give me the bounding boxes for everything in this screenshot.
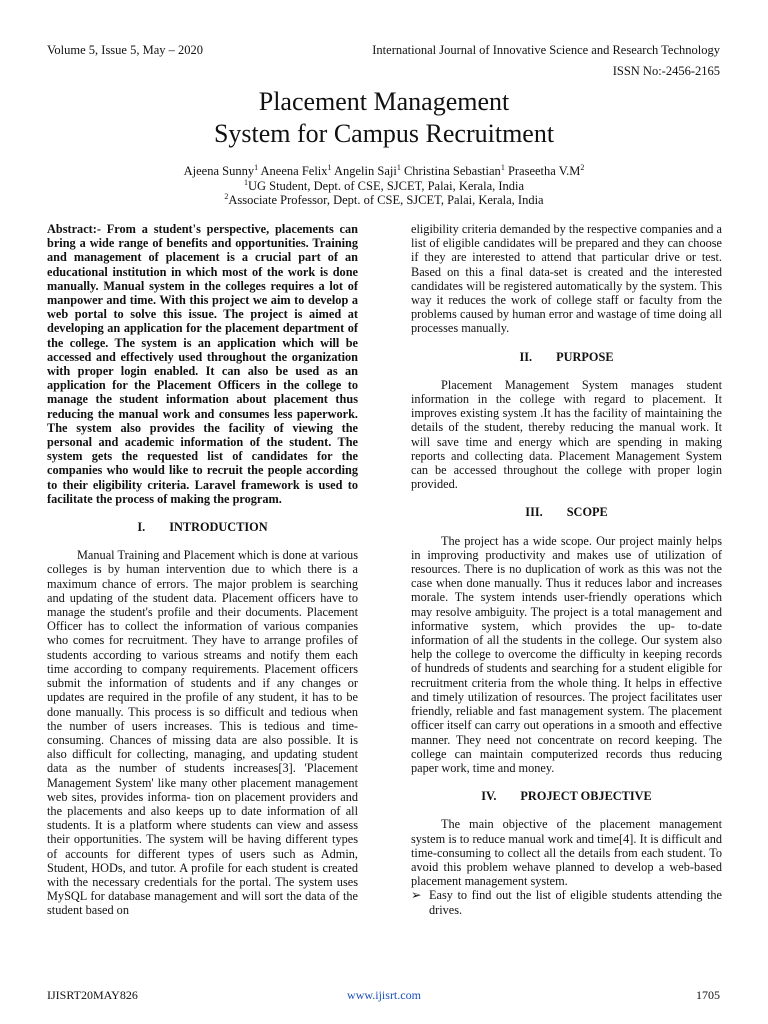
section-heading-scope: III. SCOPE xyxy=(525,505,608,520)
author-sup: 2 xyxy=(580,162,585,172)
affiliation-1: $^1$UG Student, Dept. of CSE, SJCET, Palai, Kerala, India xyxy=(243,177,525,193)
author-name: Praseetha V.M xyxy=(507,164,581,178)
introduction-continued: eligibility criteria demanded by the respective companies and a list of eligible candidates will be prepared and they can choose if they are interested to attend that particular drive or test. Based on this a final data-set is created and the interested candidates will be registered automatically by the system. This way it reduces the work of college staff or faculty from the problems caused by human error and wastage of time doing all processes manually. xyxy=(411,222,722,336)
author-sup: 1 xyxy=(500,162,505,172)
section-heading-introduction: I. INTRODUCTION xyxy=(137,520,268,535)
title-line-1: Placement Management xyxy=(258,87,510,116)
affiliation-2: $^2$Associate Professor, Dept. of CSE, SJCET, Palai, Kerala, India xyxy=(224,191,544,207)
author-name: Ajeena Sunny xyxy=(183,164,255,178)
author-sup: 1 xyxy=(327,162,332,172)
issn-label: ISSN No:-2456-2165 xyxy=(612,64,720,78)
author-name: Aneena Felix xyxy=(260,164,328,178)
running-header-journal: International Journal of Innovative Science and Research Technology xyxy=(372,43,720,57)
purpose-text: Placement Management System manages student information in the college with regard to placement. It improves existing system .It has the facility of maintaining the details of the student, thereby reducing the manual work. It will save time and energy which are spending in making reports and collecting data. Placement Management System can be accessed throughout the college with proper login provided. xyxy=(411,377,722,492)
footer-id: IJISRT20MAY826 xyxy=(47,988,138,1002)
running-header-volume: Volume 5, Issue 5, May – 2020 xyxy=(47,43,204,57)
right-column xyxy=(411,222,722,917)
author-name: Christina Sebastian xyxy=(403,164,501,178)
title-line-2: System for Campus Recruitment xyxy=(213,119,555,148)
page-number: 1705 xyxy=(696,988,720,1002)
author-name: Angelin Saji xyxy=(333,164,397,178)
abstract: Abstract:- From a student's perspective, placements can bring a wide range of benefits and opportunities. Training and management of placement is a crucial part of an educational institution in which most of the work is done manually. Manual system in the colleges requires a lot of manpower and time. With this project we aim to develop a web portal to solve this issue. The project is aimed at developing an application for the placement department of the college. The system is an application which will be accessed and effectively used throughout the organization with proper login enabled. It can also be used as an application for the Placement Officers in the college to manage the student information about placement thus reducing the manual work and consumes less paperwork. The system also provides the facility of viewing the personal and academic information of the student. The system gets the requested list of candidates for the companies who would like to recruit the people according to their eligibility criteria. Laravel framework is used to facilitate the process of making the program. xyxy=(47,222,358,506)
author-sup: 1 xyxy=(254,162,259,172)
section-heading-objective: IV. PROJECT OBJECTIVE xyxy=(481,789,652,804)
objective-bullet: ➢ Easy to find out the list of eligible students attending the drives. xyxy=(411,888,722,917)
author-block xyxy=(0,164,768,208)
objective-text: The main objective of the placement management system is to reduce manual work and time[4]. It is difficult and time-consuming to collect all the details from each student. To avoid this problem wehave planned to develop a web-based placement management system. xyxy=(411,817,722,889)
author-list xyxy=(0,164,768,179)
footer-website-link[interactable]: www.ijisrt.com xyxy=(347,988,421,1002)
left-column xyxy=(47,222,358,918)
author-sup: 1 xyxy=(396,162,401,172)
scope-text: The project has a wide scope. Our project mainly helps in improving productivity and makes use of utilization of resources. There is no duplication of work as this was not the case when done manually. Thus it reduces labor and increases morale. The system intends user-friendly operations which may resolve ambiguity. The project is a total management and informative system, which provides the up- to-date information of all the students in the college. Our system also help the college to overcome the difficulty in keeping records of hundreds of students and searching for a student eligible for recruitment criteria from the whole thing. It helps in effective and timely utilization of resources. The project facilitates user friendly, reliable and fast management system. The placement officer itself can carry out operations in a smooth and effective manner. They need not concentrate on record keeping. The college can maintain computerized records thus reducing paper work, time and money. xyxy=(411,533,722,775)
paper-title xyxy=(0,86,768,150)
introduction-text: Manual Training and Placement which is done at various colleges is by human intervention due to which there is a maximum chance of errors. The major problem is searching and updating of the student data. Placement officers have to manage the student's profile and their documents. Placement Officer has to collect the information of various companies who comes for recruitment. They have to arrange profiles of students according to various streams and notify them each time according to company requirements. Placement officers submit the information of students and if any changes or updates are required in the profile of any student, it has to be done manually. This process is so difficult and tedious when the number of users increases. This is tedious and time-consuming. Chances of missing data are also possible. It is also difficult for collecting, managing, and updating student data as the number of students increases[3]. 'Placement Management System' like many other placement management web sites, provides informa- tion on placement providers and the placements and also keeps up to date information of all students. It is a platform where students can view and assess their opportunities. The system will be having different types of accounts for different types of users such as Admin, Student, HODs, and tutor. A profile for each student is created with the necessary credentials for the portal. The system uses MySQL for database management and will sort the data of the student based on xyxy=(47,548,358,918)
section-heading-purpose: II. PURPOSE xyxy=(519,349,614,364)
arrow-bullet-icon: ➢ xyxy=(411,888,422,903)
